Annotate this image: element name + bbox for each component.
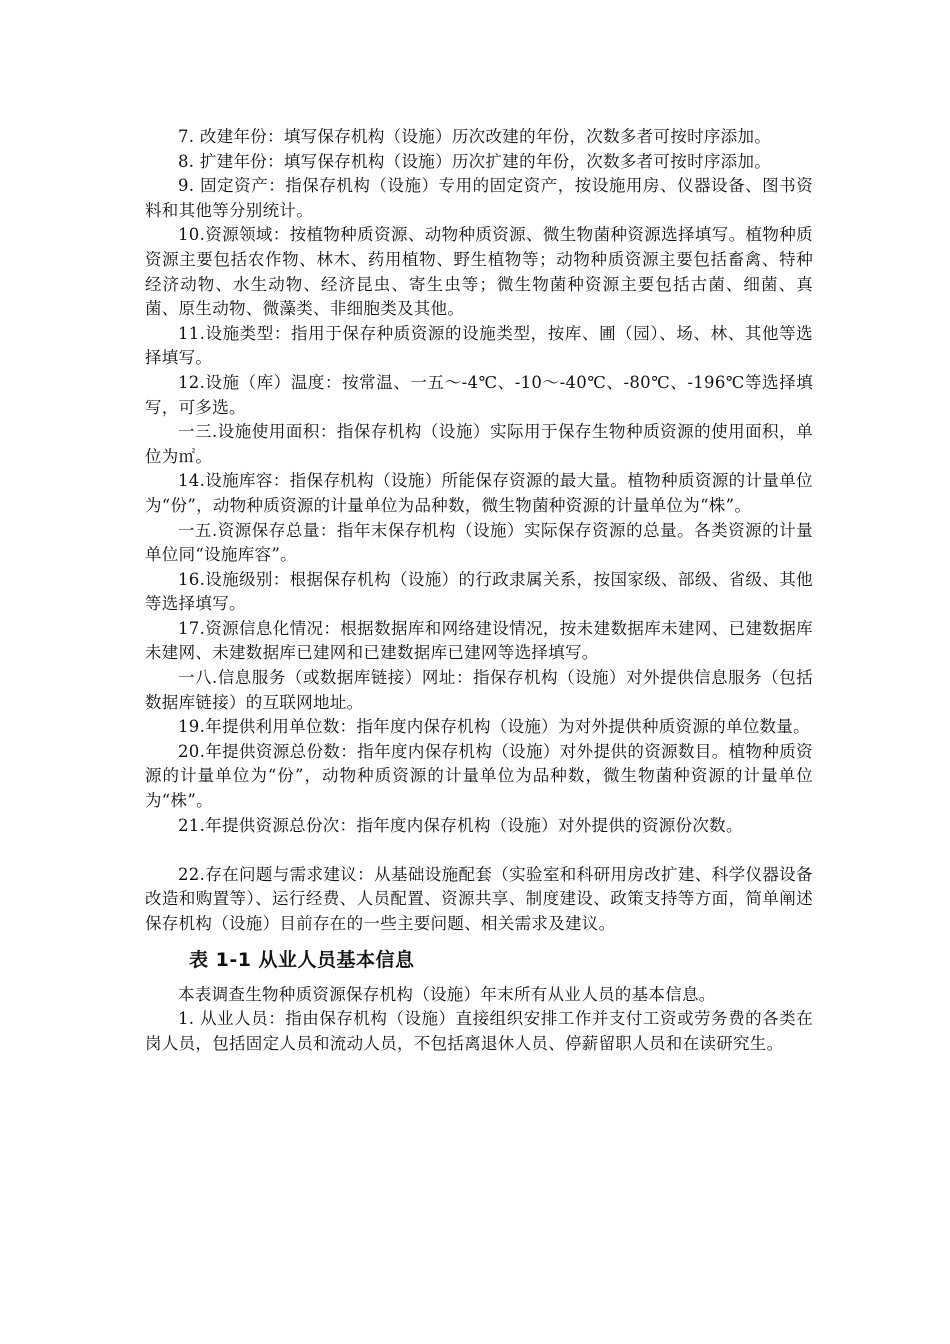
- paragraph-spacer: [145, 838, 813, 863]
- item-22-paragraph: 22.存在问题与需求建议：从基础设施配套（实验室和科研用房改扩建、科学仪器设备改造和购置等）、运行经费、人员配置、资源共享、制度建设、政策支持等方面，简单阐述保存机构（设施）目前存在的一些主要问题、相关需求及建议。: [145, 864, 813, 933]
- item-19-paragraph: 19.年提供利用单位数：指年度内保存机构（设施）为对外提供种质资源的单位数量。: [178, 717, 810, 737]
- item-9-paragraph: 9. 固定资产：指保存机构（设施）专用的固定资产，按设施用房、仪器设备、图书资料和其他等分别统计。: [145, 176, 813, 220]
- section-heading: 表 1-1 从业人员基本信息: [189, 948, 415, 971]
- item-14-paragraph: 14.设施库容：指保存机构（设施）所能保存资源的最大量。植物种质资源的计量单位为“份”，动物种质资源的计量单位为品种数，微生物菌种资源的计量单位为“株”。: [145, 471, 813, 515]
- section-item-1-paragraph: 1. 从业人员：指由保存机构（设施）直接组织安排工作并支付工资或劳务费的各类在岗人员，包括固定人员和流动人员，不包括离退休人员、停薪留职人员和在读研究生。: [145, 1009, 813, 1053]
- item-13-paragraph: 一三.设施使用面积：指保存机构（设施）实际用于保存生物种质资源的使用面积，单位为㎡。: [145, 422, 813, 466]
- item-20-paragraph: 20.年提供资源总份数：指年度内保存机构（设施）对外提供的资源数目。植物种质资源的计量单位为“份”，动物种质资源的计量单位为品种数，微生物菌种资源的计量单位为“株”。: [145, 741, 813, 811]
- document-page: [145, 125, 813, 1056]
- item-17-paragraph: 17.资源信息化情况：根据数据库和网络建设情况，按未建数据库未建网、已建数据库未建网、未建数据库已建网和已建数据库已建网等选择填写。: [145, 618, 813, 663]
- section-intro-paragraph: 本表调查生物种质资源保存机构（设施）年末所有从业人员的基本信息。: [178, 984, 716, 1004]
- item-15-paragraph: 一五.资源保存总量：指年末保存机构（设施）实际保存资源的总量。各类资源的计量单位同“设施库容”。: [145, 520, 813, 565]
- item-7-paragraph: 7. 改建年份：填写保存机构（设施）历次改建的年份，次数多者可按时序添加。: [178, 127, 772, 146]
- item-18-paragraph: 一八.信息服务（或数据库链接）网址：指保存机构（设施）对外提供信息服务（包括数据库链接）的互联网地址。: [145, 668, 813, 712]
- item-8-paragraph: 8. 扩建年份：填写保存机构（设施）历次扩建的年份，次数多者可按时序添加。: [178, 151, 772, 171]
- item-10-paragraph: 10.资源领域：按植物种质资源、动物种质资源、微生物菌种资源选择填写。植物种质资源主要包括农作物、林木、药用植物、野生植物等；动物种质资源主要包括畜禽、特种经济动物、水生动物、经济昆虫、寄生虫等；微生物菌种资源主要包括古菌、细菌、真菌、原生动物、微藻类、非细胞类及其他。: [145, 225, 813, 319]
- item-16-paragraph: 16.设施级别：根据保存机构（设施）的行政隶属关系，按国家级、部级、省级、其他等选择填写。: [145, 569, 813, 614]
- item-11-paragraph: 11.设施类型：指用于保存种质资源的设施类型，按库、圃（园）、场、林、其他等选择填写。: [145, 323, 813, 368]
- item-12-paragraph: 12.设施（库）温度：按常温、一五～-4℃、-10～-40℃、-80℃、-196℃等选择填写，可多选。: [145, 372, 813, 417]
- item-21-paragraph: 21.年提供资源总份次：指年度内保存机构（设施）对外提供的资源份次数。: [178, 815, 743, 835]
